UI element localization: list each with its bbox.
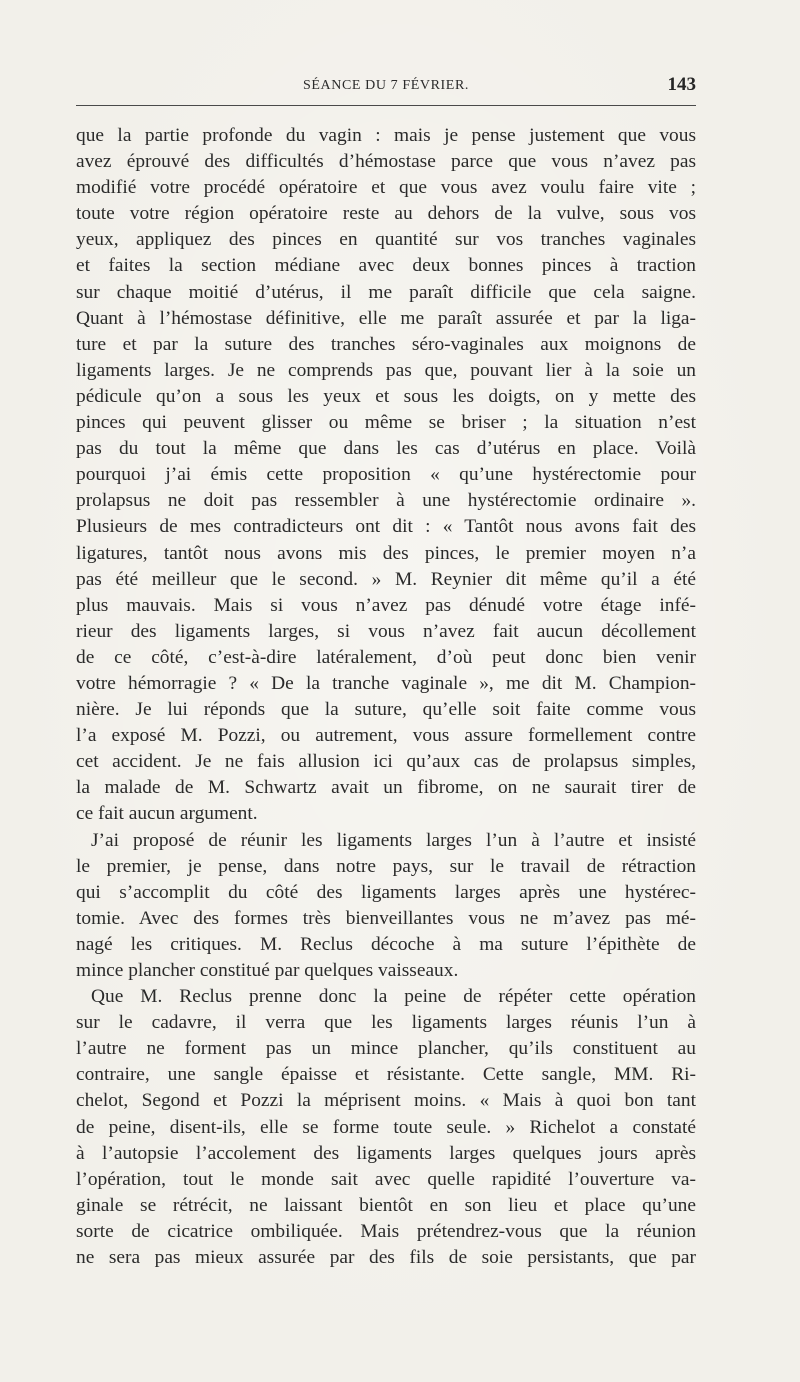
text-line: pas du tout la même que dans les cas d’utérus en place. Voilà: [76, 438, 696, 460]
page-header: [76, 76, 696, 100]
header-rule: [76, 105, 696, 106]
body-text: [76, 123, 696, 1271]
text-line: ligaments larges. Je ne comprends pas que, pouvant lier à la soie un: [76, 359, 696, 381]
text-line: nière. Je lui réponds que la suture, qu’elle soit faite comme vous: [76, 699, 696, 721]
text-line: de peine, disent-ils, elle se forme toute seule. » Richelot a constaté: [76, 1116, 696, 1138]
text-line: contraire, une sangle épaisse et résistante. Cette sangle, MM. Ri-: [76, 1064, 696, 1086]
text-line: que la partie profonde du vagin : mais je pense justement que vous: [76, 125, 696, 146]
text-line: l’opération, tout le monde sait avec quelle rapidité l’ouverture va-: [76, 1168, 696, 1190]
text-line: avez éprouvé des difficultés d’hémostase parce que vous n’avez pas: [76, 151, 696, 173]
text-line: chelot, Segond et Pozzi la méprisent moins. « Mais à quoi bon tant: [76, 1090, 696, 1112]
text-line: pédicule qu’on a sous les yeux et sous les doigts, on y mette des: [76, 385, 696, 407]
text-line: sur le cadavre, il verra que les ligaments larges réunis l’un à: [76, 1012, 696, 1034]
text-line: rieur des ligaments larges, si vous n’avez fait aucun décollement: [76, 620, 696, 642]
text-line: pinces qui peuvent glisser ou même se briser ; la situation n’est: [76, 412, 696, 434]
text-line: plus mauvais. Mais si vous n’avez pas dénudé votre étage infé-: [76, 594, 696, 616]
text-line: ne sera pas mieux assurée par des fils de soie persistants, que par: [76, 1247, 696, 1269]
text-line: tomie. Avec des formes très bienveillantes vous ne m’avez pas mé-: [76, 907, 696, 929]
text-line: modifié votre procédé opératoire et que vous avez voulu faire vite ;: [76, 177, 696, 199]
text-line: et faites la section médiane avec deux bonnes pinces à traction: [76, 255, 696, 277]
running-head: SÉANCE DU 7 FÉVRIER.: [302, 78, 469, 93]
text-line: sur chaque moitié d’utérus, il me paraît difficile que cela saigne.: [76, 281, 696, 303]
text-line: Que M. Reclus prenne donc la peine de répéter cette opération: [91, 986, 696, 1008]
text-line: pourquoi j’ai émis cette proposition « qu’une hystérectomie pour: [76, 464, 696, 486]
text-line: yeux, appliquez des pinces en quantité sur vos tranches vaginales: [76, 229, 696, 251]
text-line: pas été meilleur que le second. » M. Reynier dit même qu’il a été: [76, 568, 696, 590]
text-line: l’a exposé M. Pozzi, ou autrement, vous assure formellement contre: [76, 725, 696, 747]
text-line: le premier, je pense, dans notre pays, sur le travail de rétraction: [76, 855, 696, 877]
text-line: qui s’accomplit du côté des ligaments larges après une hystérec-: [76, 881, 696, 903]
text-line: ginale se rétrécit, ne laissant bientôt en son lieu et place qu’une: [76, 1194, 696, 1216]
text-line: Plusieurs de mes contradicteurs ont dit : « Tantôt nous avons fait des: [76, 516, 696, 538]
text-line: l’autre ne forment pas un mince plancher, qu’ils constituent au: [76, 1038, 696, 1060]
text-line: de ce côté, c’est-à-dire latéralement, d’où peut donc bien venir: [76, 646, 696, 668]
text-line: à l’autopsie l’accolement des ligaments larges quelques jours après: [76, 1142, 696, 1164]
text-line: la malade de M. Schwartz avait un fibrome, on ne saurait tirer de: [76, 777, 696, 799]
text-line: J’ai proposé de réunir les ligaments larges l’un à l’autre et insisté: [91, 829, 696, 851]
text-line: ture et par la suture des tranches séro-vaginales aux moignons de: [76, 333, 696, 355]
text-line: Quant à l’hémostase définitive, elle me paraît assurée et par la liga-: [76, 307, 696, 329]
text-line: votre hémorragie ? « De la tranche vaginale », me dit M. Champion-: [76, 672, 696, 694]
text-line: sorte de cicatrice ombiliquée. Mais prétendrez-vous que la réunion: [76, 1220, 696, 1242]
page-number: 143: [667, 74, 696, 95]
text-line: prolapsus ne doit pas ressembler à une hystérectomie ordinaire ».: [76, 490, 696, 512]
text-line: nagé les critiques. M. Reclus décoche à ma suture l’épithète de: [76, 933, 696, 955]
text-line: ligatures, tantôt nous avons mis des pinces, le premier moyen n’a: [76, 542, 696, 564]
text-line: toute votre région opératoire reste au dehors de la vulve, sous vos: [76, 203, 696, 225]
text-line: mince plancher constitué par quelques vaisseaux.: [76, 960, 459, 981]
text-line: ce fait aucun argument.: [76, 803, 258, 825]
text-line: cet accident. Je ne fais allusion ici qu’aux cas de prolapsus simples,: [76, 751, 696, 773]
